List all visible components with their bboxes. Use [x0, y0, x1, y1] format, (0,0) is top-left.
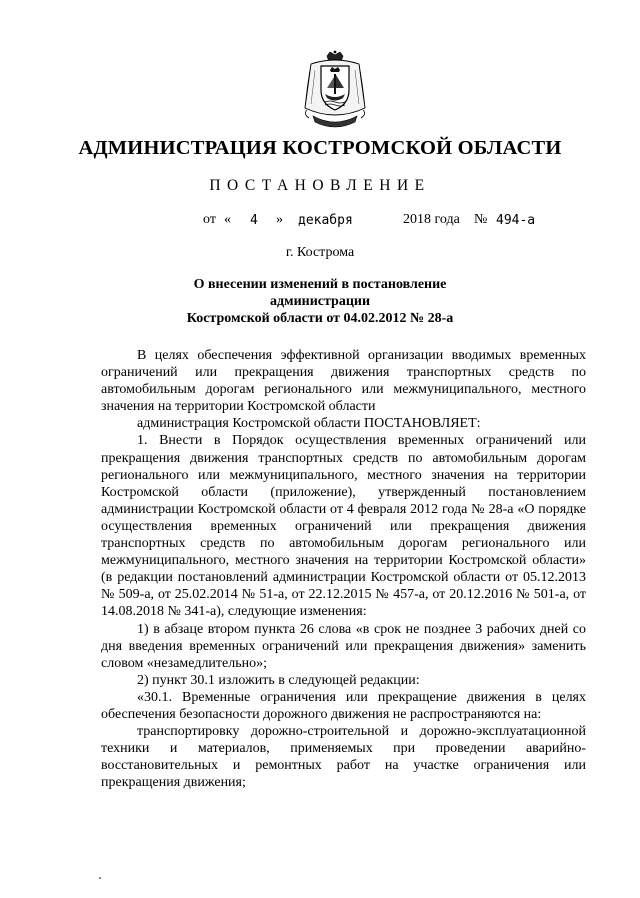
organization-title: АДМИНИСТРАЦИЯ КОСТРОМСКОЙ ОБЛАСТИ — [78, 137, 562, 159]
paragraph-subitem-2: 2) пункт 30.1 изложить в следующей редакции: — [137, 672, 420, 688]
subject-line-2: Костромской области от 04.02.2012 № 28-а — [186, 311, 454, 326]
paragraph-item-1: 1. Внести в Порядок осуществления временных ограничений или прекращения движения транспортных средств по автомобильным дорогам регионального или межмуниципального, местного значения на территории Костромской области (приложение), утвержденный постановлением администрации Костромской области от 4 февраля 2012 года № 28-а «О порядке осуществления временных ограничений или прекращения движения транспортных средств по автомобильным дорогам регионального или межмуниципального, местного значения на территории Костромской области» (в редакции постановлений администрации Костромской области от 05.12.2013 № 509-а, от 25.02.2014 № 51-а, от 22.12.2015 № 457-а, от 20.12.2016 № 501-а, от 14.08.2018 № 341-а), следующие изменения: — [101, 433, 586, 620]
document-type: ПОСТАНОВЛЕНИЕ — [209, 177, 431, 194]
paragraph-resolves: администрация Костромской области ПОСТАНОВЛЯЕТ: — [137, 416, 481, 432]
date-open-quote: « — [224, 212, 231, 227]
number-sign: № — [474, 212, 488, 227]
subject-line-1: О внесении изменений в постановление администрации — [193, 277, 447, 309]
document-subject — [150, 276, 490, 327]
paragraph-subitem-1: 1) в абзаце втором пункта 26 слова «в срок не позднее 3 рабочих дней со дня введения временных ограничений или прекращения движения» заменить словом «незамедлительно»; — [101, 621, 586, 671]
city-line: г. Кострома — [285, 245, 355, 260]
date-prefix: от — [203, 212, 216, 227]
paragraph-transport: транспортировку дорожно-строительной и дорожно-эксплуатационной техники и материалов, применяемых при проведении аварийно-восстановительных и ремонтных работ на участке ограничения или прекращения движения; — [101, 724, 586, 791]
date-day: 4 — [250, 213, 258, 228]
scan-speck — [99, 877, 101, 879]
document-body — [101, 347, 586, 791]
coat-of-arms-icon — [297, 50, 373, 130]
date-number-line — [0, 212, 640, 232]
date-year: 2018 года — [403, 212, 460, 227]
document-number: 494-а — [496, 213, 536, 228]
paragraph-preamble: В целях обеспечения эффективной организации вводимых временных ограничений или прекращения движения транспортных средств по автомобильным дорогам регионального или межмуниципального, местного значения на территории Костромской области — [101, 348, 586, 415]
date-month: декабря — [298, 213, 353, 228]
paragraph-30-1: «30.1. Временные ограничения или прекращение движения в целях обеспечения безопасности дорожного движения не распространяются на: — [101, 689, 586, 722]
date-close-quote: » — [276, 212, 283, 227]
